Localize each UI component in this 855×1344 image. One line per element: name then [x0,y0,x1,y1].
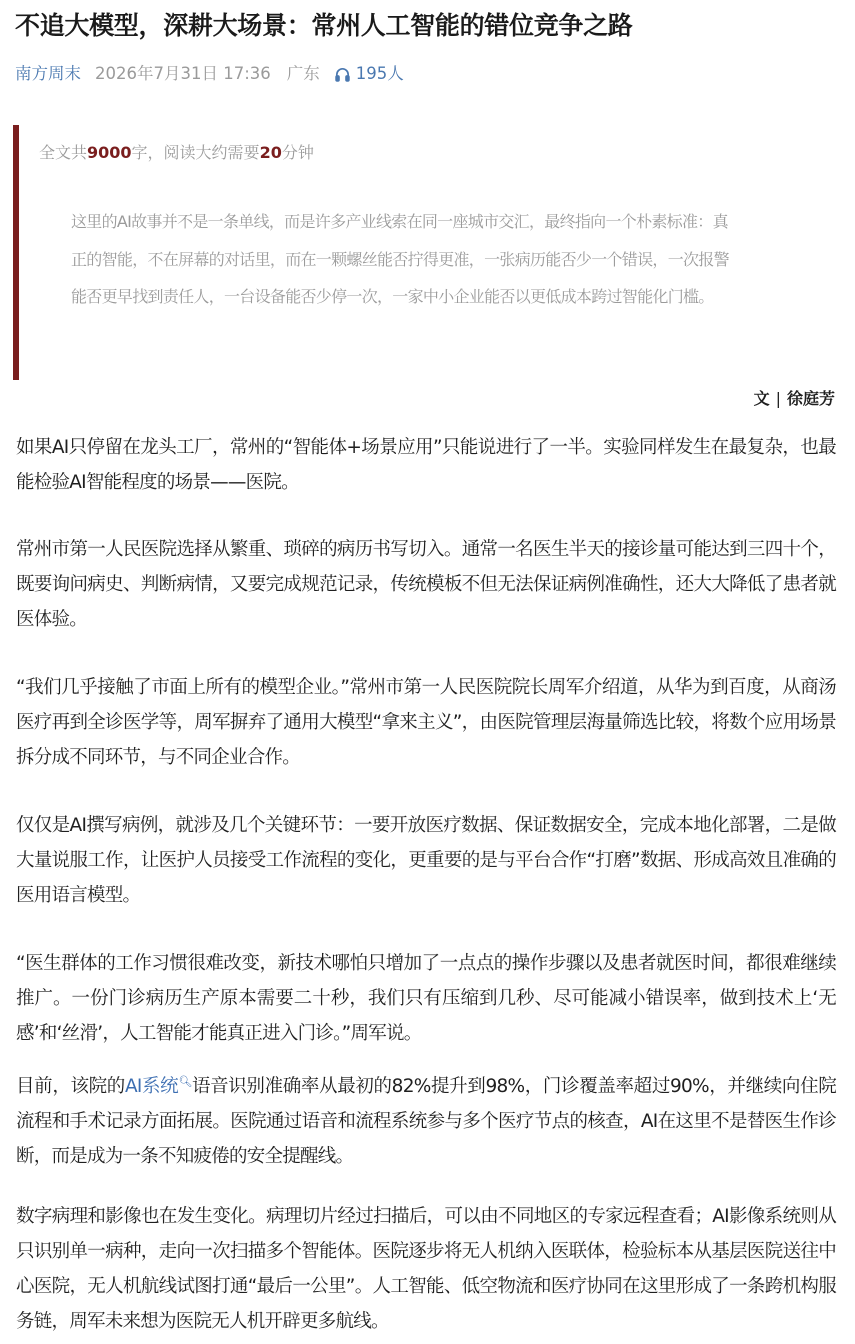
paragraph-4: 仅仅是AI撰写病例，就涉及几个关键环节：一要开放医疗数据、保证数据安全，完成本地化部署，二是做大量说服工作，让医护人员接受工作流程的变化，更重要的是与平台合作“打磨”数据、形成高效且准确的医用语言模型。 [16,815,836,906]
byline [754,385,835,413]
paragraph-6-after: 语音识别准确率从最初的82%提升到98%，门诊覆盖率超过90%，并继续向住院流程和手术记录方面拓展。医院通过语音和流程系统参与多个医疗节点的核查，AI在这里不是替医生作诊断，而是成为一条不知疲倦的安全提醒线。 [16,1076,836,1168]
publish-time: 2026年7月31日 17:36 [95,64,271,83]
read-time-info [39,139,314,167]
paragraph-6 [16,1064,836,1174]
listen-button[interactable] [334,60,404,88]
magnifier-icon: 🔍︎ [178,1075,192,1088]
paragraph-1: 如果AI只停留在龙头工厂，常州的“智能体+场景应用”只能说进行了一半。实验同样发生在最复杂，也最能检验AI智能程度的场景——医院。 [16,437,836,493]
headphones-icon [334,66,351,83]
byline-label: 文 [753,389,770,408]
paragraph-2: 常州市第一人民医院选择从繁重、琐碎的病历书写切入。通常一名医生半天的接诊量可能达到三四十个，既要询问病史、判断病情，又要完成规范记录，传统模板不但无法保证病例准确性，还大大降低了患者就医体验。 [16,539,836,630]
read-minutes: 20 [259,143,282,162]
article-abstract: 这里的AI故事并不是一条单线，而是许多产业线索在同一座城市交汇，最终指向一个朴素标准：真正的智能，不在屏幕的对话里，而在一颗螺丝能否拧得更准，一张病历能否少一个错误，一次报警能否更早找到责任人，一台设备能否少停一次，一家中小企业能否以更低成本跨过智能化门槛。 [71,212,729,306]
summary-box [13,125,739,380]
byline-separator: | [775,389,781,408]
region-label: 广东 [286,64,320,83]
ai-system-link-text: AI系统 [124,1076,179,1098]
read-time-suffix: 分钟 [281,143,314,162]
author-name: 徐庭芳 [786,389,835,408]
read-time-middle: 字，阅读大约需要 [131,143,260,162]
article-title: 不追大模型，深耕大场景：常州人工智能的错位竞争之路 [15,11,633,40]
word-count: 9000 [87,143,132,162]
paragraph-5: “医生群体的工作习惯很难改变，新技术哪怕只增加了一点点的操作步骤以及患者就医时间，都很难继续推广。一份门诊病历生产原本需要二十秒，我们只有压缩到几秒、尽可能减小错误率，做到技术上‘无感’和‘丝滑’，人工智能才能真正进入门诊。”周军说。 [16,953,836,1044]
paragraph-6-before: 目前，该院的 [16,1076,125,1098]
read-time-prefix: 全文共 [39,143,88,162]
article-meta [15,60,404,88]
ai-system-link[interactable] [125,1076,192,1097]
source-link[interactable]: 南方周末 [15,64,81,83]
paragraph-7: 数字病理和影像也在发生变化。病理切片经过扫描后，可以由不同地区的专家远程查看；AI影像系统则从只识别单一病种，走向一次扫描多个智能体。医院逐步将无人机纳入医联体，检验标本从基层医院送往中心医院，无人机航线试图打通“最后一公里”。人工智能、低空物流和医疗协同在这里形成了一条跨机构服务链，周军未来想为医院无人机开辟更多航线。 [16,1206,836,1332]
listener-count: 195人 [355,64,404,83]
paragraph-3: “我们几乎接触了市面上所有的模型企业。”常州市第一人民医院院长周军介绍道，从华为到百度，从商汤医疗再到全诊医学等，周军摒弃了通用大模型“拿来主义”，由医院管理层海量筛选比较，将数个应用场景拆分成不同环节，与不同企业合作。 [16,677,836,768]
